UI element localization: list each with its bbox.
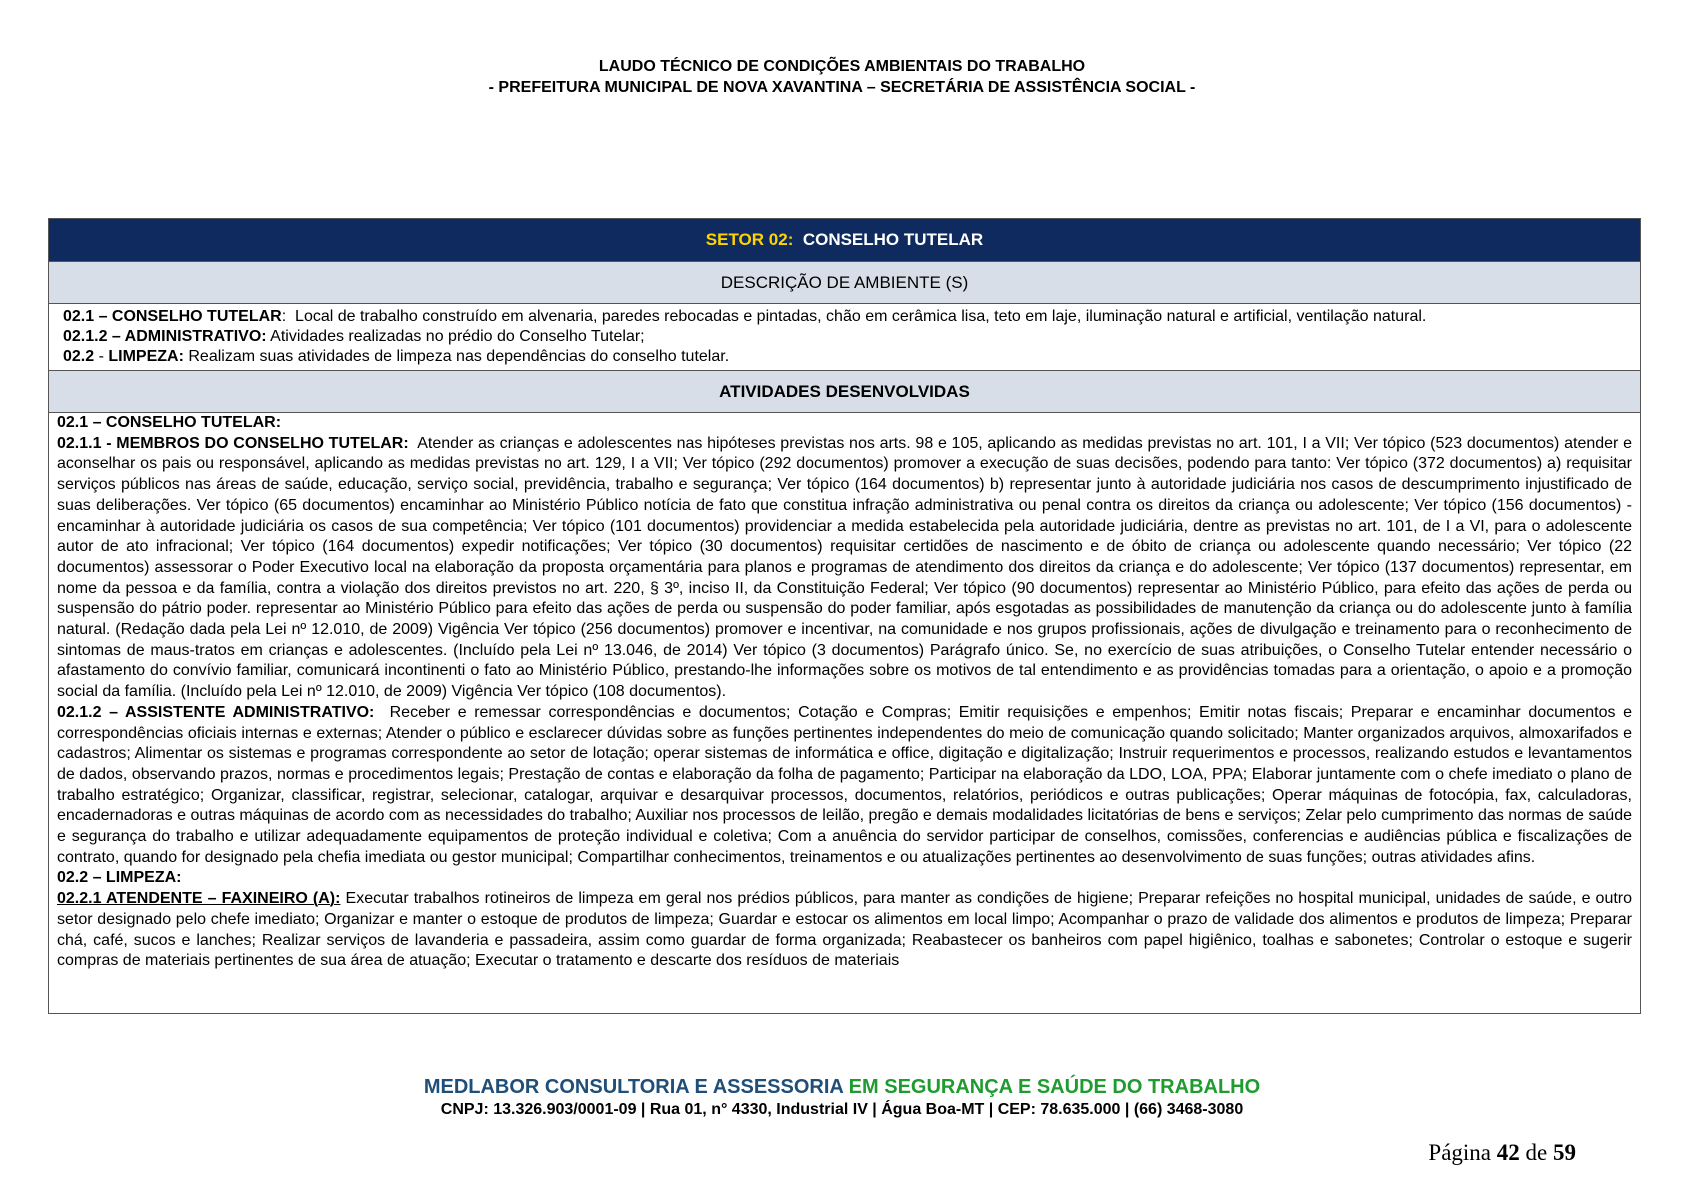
env-item-label: 02.1.2 – ADMINISTRATIVO: <box>63 328 267 345</box>
page-of: de <box>1525 1140 1548 1165</box>
document-header <box>0 56 1684 98</box>
page-prefix: Página <box>1428 1140 1492 1165</box>
page-number <box>1428 1140 1576 1166</box>
activities-content <box>49 413 1640 1013</box>
sector-separator: : <box>787 230 794 249</box>
section-title <box>57 413 1632 434</box>
env-item-label: 02.2 <box>63 348 95 365</box>
env-item-label: LIMPEZA: <box>108 348 184 365</box>
env-item-text: Local de trabalho construído em alvenaria, paredes rebocadas e pintadas, chão em cerâmica lisa, teto em laje, iluminação natural e artificial, ventilação natural. <box>295 308 1427 325</box>
activity-text: Receber e remessar correspondências e documentos; Cotação e Compras; Emitir requisições e empenhos; Emitir notas fiscais; Preparar e encaminhar documentos e correspondências oficiais internas e externas; Atender o público e esclarecer dúvidas sobre as funções pertinentes independentes do meio de comunicação quando solicitado; Manter organizados arquivos, almoxarifados e cadastros; Alimentar os sistemas e programas correspondente ao setor de lotação; operar sistemas de informática e office, digitação e digitalização; Instruir requerimentos e processos, realizando estudos e levantamentos de dados, observando prazos, normas e procedimentos legais; Prestação de contas e elaboração da folha de pagamento; Participar na elaboração da LDO, LOA, PPA; Elaborar juntamente com o chefe imediato o plano de trabalho estratégico; Organizar, classificar, registrar, selecionar, catalogar, arquivar e desarquivar processos, documentos, relatórios, periódicos e outras publicações; Operar máquinas de fotocópia, fax, calculadoras, encadernadoras e outras máquinas de acordo com as necessidades do trabalho; Auxiliar nos processos de leilão, pregão e demais modalidades licitatórias de bens e serviços; Zelar pelo cumprimento das normas de saúde e segurança do trabalho e utilizar adequadamente equipamentos de proteção individual e coletiva; Com a anuência do servidor participar de conselhos, comissões, conferencias e audiências pública e fiscalizações de contrato, quando for designado pela chefia imediata ou gestor municipal; Compartilhar conhecimentos, treinamentos e ou atualizações pertinentes ao desenvolvimento de suas funções; outras atividades afins. <box>57 703 1633 866</box>
activities-heading <box>49 371 1640 413</box>
env-item-label: 02.1 – CONSELHO TUTELAR <box>63 308 282 325</box>
activity-paragraph <box>57 703 1632 869</box>
env-item-sep: - <box>94 348 109 365</box>
activity-label: 02.1.1 - MEMBROS DO CONSELHO TUTELAR: <box>57 434 409 452</box>
footer-company-name: MEDLABOR CONSULTORIA E ASSESSORIA <box>423 1076 844 1098</box>
section-title-text: 02.1 – CONSELHO TUTELAR: <box>57 414 282 431</box>
sector-table <box>48 218 1641 1014</box>
activity-paragraph <box>57 889 1632 972</box>
page-footer <box>0 1075 1684 1121</box>
env-item-text: Realizam suas atividades de limpeza nas dependências do conselho tutelar. <box>188 348 730 365</box>
document-title: LAUDO TÉCNICO DE CONDIÇÕES AMBIENTAIS DO TRABALHO <box>598 58 1086 75</box>
page-current: 42 <box>1496 1140 1520 1165</box>
section-title <box>57 868 1632 889</box>
activity-label: 02.2.1 ATENDENTE – FAXINEIRO (A): <box>57 890 341 908</box>
sector-code: SETOR 02 <box>705 230 788 249</box>
activities-heading-text: ATIVIDADES DESENVOLVIDAS <box>719 381 970 401</box>
env-item-text: Atividades realizadas no prédio do Conselho Tutelar; <box>270 328 645 345</box>
footer-contact: CNPJ: 13.326.903/0001-09 | Rua 01, n° 4330, Industrial IV | Água Boa-MT | CEP: 78.635.000 | (66) 3468-3080 <box>440 1101 1244 1118</box>
env-item <box>63 307 1626 327</box>
activity-text: Atender as crianças e adolescentes nas hipóteses previstas nos arts. 98 e 105, aplicando as medidas previstas no art. 101, I a VII; Ver tópico (523 documentos) atender e aconselhar os pais ou responsável, aplicando as medidas previstas no art. 129, I a VII; Ver tópico (292 documentos) promover a execução de suas decisões, podendo para tanto: Ver tópico (372 documentos) a) requisitar serviços públicos nas áreas de saúde, educação, serviço social, previdência, trabalho e segurança; Ver tópico (164 documentos) b) representar junto à autoridade judiciária nos casos de descumprimento injustificado de suas deliberações. Ver tópico (65 documentos) encaminhar ao Ministério Público notícia de fato que constitua infração administrativa ou penal contra os direitos da criança ou adolescente; Ver tópico (156 documentos) - encaminhar à autoridade judiciária os casos de sua competência; Ver tópico (101 documentos) providenciar a medida estabelecida pela autoridade judiciária, dentre as previstas no art. 101, de I a VI, para o adolescente autor de ato infracional; Ver tópico (164 documentos) expedir notificações; Ver tópico (30 documentos) requisitar certidões de nascimento e de óbito de criança ou adolescente quando necessário; Ver tópico (22 documentos) assessorar o Poder Executivo local na elaboração da proposta orçamentária para planos e programas de atendimento dos direitos da criança e do adolescente; Ver tópico (137 documentos) representar, em nome da pessoa e da família, contra a violação dos direitos previstos no art. 220, § 3º, inciso II, da Constituição Federal; Ver tópico (90 documentos) representar ao Ministério Público, para efeito das ações de perda ou suspensão do pátrio poder. representar ao Ministério Público para efeito das ações de perda ou suspensão do poder familiar, após esgotadas as possibilidades de manutenção da criança ou do adolescente junto à família natural. (Redação dada pela Lei nº 12.010, de 2009) Vigência Ver tópico (256 documentos) promover e incentivar, na comunidade e nos grupos profissionais, ações de divulgação e treinamento para o reconhecimento de sintomas de maus-tratos em crianças e adolescentes. (Incluído pela Lei nº 13.046, de 2014) Ver tópico (3 documentos) Parágrafo único. Se, no exercício de suas atribuições, o Conselho Tutelar entender necessário o afastamento do convívio familiar, comunicará incontinenti o fato ao Ministério Público, prestando-lhe informações sobre os motivos de tal entendimento e as providências tomadas para a orientação, o apoio e a promoção social da família. (Incluído pela Lei nº 12.010, de 2009) Vigência Ver tópico (108 documentos). <box>57 434 1633 701</box>
env-item-sep: : <box>281 308 287 325</box>
footer-company-tagline: EM SEGURANÇA E SAÚDE DO TRABALHO <box>848 1076 1261 1098</box>
activity-paragraph <box>57 434 1632 703</box>
activity-text: Executar trabalhos rotineiros de limpeza em geral nos prédios públicos, para manter as condições de higiene; Preparar refeições no hospital municipal, unidades de saúde, e outro setor designado pelo chefe imediato; Organizar e manter o estoque de produtos de limpeza; Guardar e estocar os alimentos em local limpo; Acompanhar o prazo de validade dos alimentos e produtos de limpeza; Preparar chá, café, sucos e lanches; Realizar serviços de lavanderia e passadeira, assim como guardar de forma organizada; Reabastecer os banheiros com papel higiênico, toalhas e sabonetes; Controlar o estoque e sugerir compras de materiais pertinentes de sua área de atuação; Executar o tratamento e descarte dos resíduos de materiais <box>57 890 1633 970</box>
sector-name: CONSELHO TUTELAR <box>802 230 984 249</box>
activity-label: 02.1.2 – ASSISTENTE ADMINISTRATIVO: <box>57 703 375 721</box>
page-total: 59 <box>1553 1140 1576 1165</box>
document-subtitle: - PREFEITURA MUNICIPAL DE NOVA XAVANTINA – SECRETÁRIA DE ASSISTÊNCIA SOCIAL - <box>488 79 1196 96</box>
env-item <box>63 327 1626 347</box>
environment-description <box>49 304 1640 371</box>
sector-header-row <box>49 219 1640 262</box>
section-title-text: 02.2 – LIMPEZA: <box>57 869 182 887</box>
footer-company <box>0 1075 1684 1099</box>
environment-heading-text: DESCRIÇÃO DE AMBIENTE (S) <box>720 272 969 292</box>
environment-description-heading <box>49 262 1640 304</box>
env-item <box>63 347 1626 367</box>
